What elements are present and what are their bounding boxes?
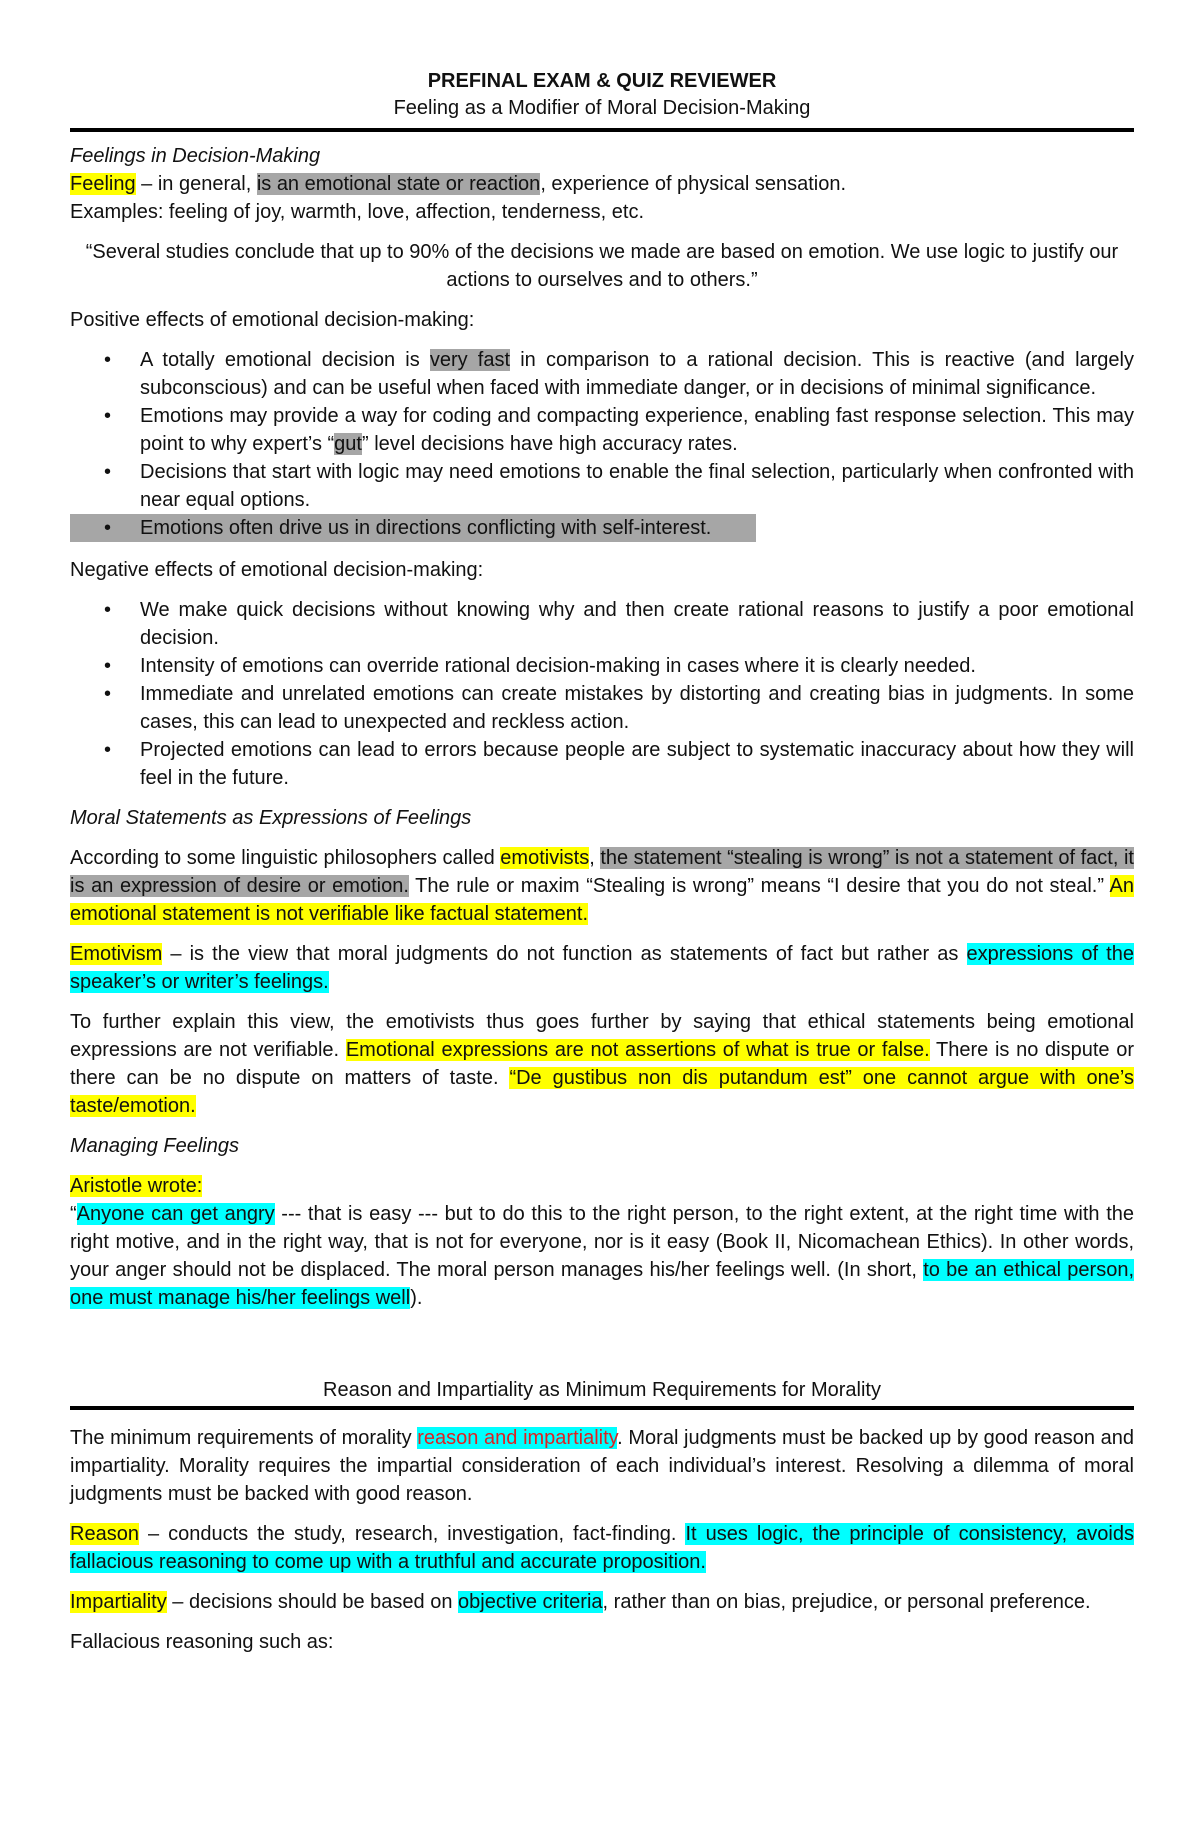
highlight-cyan: Anyone can get angry [76, 1203, 275, 1225]
list-item [70, 736, 1134, 792]
text-span: . Moral judgments must be backed up by good reason and impartiality. Morality requires the impartial consideration of each individual’s interest. Resolving a dilemma of moral judgments must be backed with good reason. [70, 1427, 1134, 1505]
text-span: “ [70, 1203, 77, 1225]
list-item [70, 680, 1134, 736]
highlight-yellow: An emotional statement is not verifiable like factual statement. [70, 875, 1134, 925]
highlight-gray: very fast [429, 349, 511, 371]
text-span: Intensity of emotions can override rational decision-making in cases where it is clearly needed. [140, 655, 976, 677]
emotivists-further-paragraph [70, 1008, 1134, 1120]
negative-effects-heading: Negative effects of emotional decision-making: [70, 559, 484, 581]
section-heading-moral-statements: Moral Statements as Expressions of Feelings [70, 807, 472, 829]
positive-effects-heading: Positive effects of emotional decision-making: [70, 309, 475, 331]
highlight-gray: the statement “stealing is wrong” is not a statement of fact, it is an expression of desire or emotion. [70, 847, 1134, 897]
negative-effects-list [70, 596, 1134, 792]
text-span: We make quick decisions without knowing why and then create rational reasons to justify a poor emotional decision. [140, 599, 1134, 649]
section-divider [70, 1406, 1134, 1410]
highlight-cyan: to be an ethical person, one must manage his/her feelings well [70, 1259, 1135, 1309]
aristotle-label [70, 1172, 1134, 1200]
list-item [70, 652, 1134, 680]
emotivists-paragraph [70, 844, 1134, 928]
text-span: Immediate and unrelated emotions can create mistakes by distorting and creating bias in judgments. In some cases, this can lead to unexpected and reckless action. [140, 683, 1134, 733]
term-impartiality: Impartiality [70, 1591, 167, 1613]
list-item [70, 596, 1134, 652]
highlight-yellow: Aristotle wrote: [70, 1175, 203, 1197]
feeling-definition [70, 170, 1134, 198]
reason-definition [70, 1520, 1134, 1576]
text-span: Emotions often drive us in directions conflicting with self-interest. [140, 517, 712, 539]
text-span: – is the view that moral judgments do not function as statements of fact but rather as [162, 943, 967, 965]
bullet-icon: • [104, 739, 112, 761]
highlight-cyan: It uses logic, the principle of consistency, avoids fallacious reasoning to come up with a truthful and accurate proposition. [70, 1523, 1134, 1573]
fallacious-reasoning-intro: Fallacious reasoning such as: [70, 1631, 334, 1653]
document-title: PREFINAL EXAM & QUIZ REVIEWER [427, 70, 777, 92]
list-item-highlighted [70, 514, 756, 542]
bullet-icon: • [104, 461, 112, 483]
section-heading-reason-impartiality: Reason and Impartiality as Minimum Requirements for Morality [323, 1379, 881, 1401]
aristotle-quote [70, 1200, 1134, 1312]
bullet-icon: • [104, 349, 112, 371]
term-reason: Reason [70, 1523, 139, 1545]
text-span: in comparison to a rational decision. This is reactive (and largely subconscious) and can be useful when faced with immediate danger, or in decisions of minimal significance. [140, 349, 1134, 399]
highlight-cyan-red: reason and impartiality [417, 1427, 618, 1449]
text-span: The rule or maxim “Stealing is wrong” means “I desire that you do not steal.” [408, 875, 1110, 897]
text-span: Projected emotions can lead to errors because people are subject to systematic inaccuracy about how they will feel in the future. [140, 739, 1134, 789]
text-span: --- that is easy --- but to do this to the right person, to the right extent, at the right time with the right motive, and in the right way, that is not for everyone, nor is it easy (Book II, Nicomachean Ethics). In other words, your anger should not be displaced. The moral person manages his/her feelings well. (In short, [70, 1203, 1134, 1281]
document-subtitle: Feeling as a Modifier of Moral Decision-Making [393, 97, 811, 119]
text-span: A totally emotional decision is [140, 349, 430, 371]
section-heading-feelings: Feelings in Decision-Making [70, 145, 321, 167]
bullet-icon: • [104, 599, 112, 621]
highlight-cyan: expressions of the speaker’s or writer’s feelings. [70, 943, 1134, 993]
term-emotivism: Emotivism [70, 943, 163, 965]
text-span: , [589, 847, 601, 869]
text-span: To further explain this view, the emotivists thus goes further by saying that ethical statements being emotional expressions are not verifiable. [70, 1011, 1134, 1061]
minimum-requirements-paragraph [70, 1424, 1134, 1508]
document-page [70, 68, 1134, 1656]
list-item [70, 402, 1134, 458]
text-span: The minimum requirements of morality [70, 1427, 418, 1449]
text-span: There is no dispute or there can be no dispute on matters of taste. [70, 1039, 1135, 1089]
section-heading-managing-feelings: Managing Feelings [70, 1135, 239, 1157]
text-span: ). [410, 1287, 423, 1309]
text-span: ” level decisions have high accuracy rates. [361, 433, 738, 455]
impartiality-definition [70, 1588, 1134, 1616]
highlight-yellow: Emotional expressions are not assertions of what is true or false. [345, 1039, 930, 1061]
highlight-yellow: “De gustibus non dis putandum est” one cannot argue with one’s taste/emotion. [70, 1067, 1134, 1117]
bullet-icon: • [104, 405, 112, 427]
highlight-cyan: objective criteria [458, 1591, 603, 1613]
highlight-gray: is an emotional state or reaction [256, 173, 541, 195]
list-item [70, 346, 1134, 402]
bullet-icon: • [104, 683, 112, 705]
text-span: – in general, [135, 173, 257, 195]
text-span: , rather than on bias, prejudice, or personal preference. [602, 1591, 1091, 1613]
text-span: – conducts the study, research, investigation, fact-finding. [138, 1523, 686, 1545]
list-item [70, 458, 1134, 514]
text-span: Emotions may provide a way for coding and compacting experience, enabling fast response selection. This may point to why expert’s “ [140, 405, 1134, 455]
text-span: Decisions that start with logic may need emotions to enable the final selection, particularly when confronted with near equal options. [140, 461, 1134, 511]
positive-effects-list [70, 346, 1134, 542]
bullet-icon: • [104, 655, 112, 677]
highlight-yellow: emotivists [500, 847, 590, 869]
term-feeling: Feeling [70, 173, 136, 195]
emotivism-definition [70, 940, 1134, 996]
feeling-examples: Examples: feeling of joy, warmth, love, affection, tenderness, etc. [70, 201, 644, 223]
header-divider [70, 128, 1134, 132]
text-span: – decisions should be based on [166, 1591, 459, 1613]
document-header [70, 68, 1134, 122]
text-span: According to some linguistic philosophers called [70, 847, 501, 869]
bullet-icon: • [104, 517, 112, 539]
text-span: , experience of physical sensation. [540, 173, 847, 195]
decisions-quote: “Several studies conclude that up to 90% of the decisions we made are based on emotion. We use logic to justify our actions to ourselves and to others.” [85, 241, 1119, 291]
highlight-gray: gut [334, 433, 362, 455]
